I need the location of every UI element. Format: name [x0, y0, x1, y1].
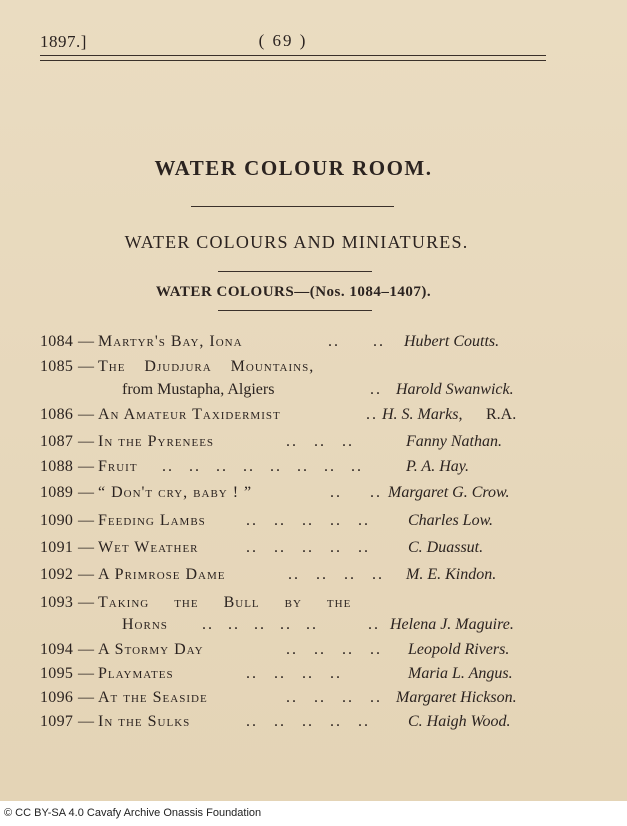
entry-title: The Djudjura Mountains, — [98, 358, 315, 375]
entry-title: A Stormy Day — [98, 641, 204, 658]
entry-artist: Margaret Hickson. — [396, 689, 517, 706]
leader-dots: .. .. .. .. — [246, 665, 342, 682]
catalogue-entry-continued — [40, 381, 560, 403]
divider-rule — [218, 310, 372, 311]
catalogue-entry: 1094 — A Stormy Day .. .. .. .. Leopold Rivers. — [40, 641, 510, 658]
room-subtitle: WATER COLOURS AND MINIATURES. — [124, 232, 469, 252]
entry-number: 1090 — [40, 512, 74, 529]
divider-rule — [191, 206, 394, 207]
entry-number: 1093 — [40, 594, 74, 611]
catalogue-entry: 1090 — Feeding Lambs .. .. .. .. .. Charles Low. — [40, 512, 494, 529]
catalogue-entry: 1097 — In the Sulks .. .. .. .. .. C. Haigh Wood. — [40, 713, 511, 730]
leader-dots: .. .. .. .. .. — [246, 713, 370, 730]
entry-artist: C. Duassut. — [408, 539, 484, 556]
entry-title: A Primrose Dame — [98, 566, 226, 583]
catalogue-entry: 1093 — Taking the Bull by the — [40, 594, 352, 611]
entry-artist: Charles Low. — [408, 512, 494, 529]
leader-dots: .. — [368, 616, 380, 633]
leader-dots: .. .. .. .. .. .. .. .. — [162, 458, 363, 475]
entry-number: 1088 — [40, 458, 74, 475]
entry-title: An Amateur Taxidermist — [98, 406, 281, 423]
entry-number: 1086 — [40, 406, 74, 423]
entry-artist: Maria L. Angus. — [408, 665, 513, 682]
leader-dots: .. .. .. — [286, 689, 354, 706]
page-number: ( 69 ) — [258, 31, 308, 50]
entry-number: 1089 — [40, 484, 74, 501]
entry-title: Taking the Bull by the — [98, 594, 352, 611]
leader-dots: .. — [328, 333, 340, 350]
entry-artist: H. S. Marks, — [382, 406, 463, 423]
entry-title: Playmates — [98, 665, 174, 682]
room-title: WATER COLOUR ROOM. — [154, 156, 433, 180]
leader-dots: .. .. .. .. .. — [246, 539, 370, 556]
catalogue-entry: 1092 — A Primrose Dame .. .. .. .. M. E. Kindon. — [40, 566, 497, 583]
catalogue-entry: 1088 — Fruit .. .. .. .. .. .. .. .. P. A. Hay. — [40, 458, 469, 475]
catalogue-entry: 1084 — Martyr's Bay, Iona .. .. Hubert Coutts. — [40, 333, 500, 350]
entry-artist: Hubert Coutts. — [404, 333, 500, 350]
catalogue-entry: 1089 — “ Don't cry, baby ! ” .. .. Margaret G. Crow. — [40, 484, 510, 501]
catalogue-entry: 1091 — Wet Weather .. .. .. .. .. C. Duassut. — [40, 539, 484, 556]
header-rule — [40, 55, 546, 61]
entry-number: 1084 — [40, 333, 74, 350]
entry-artist: M. E. Kindon. — [406, 566, 497, 583]
entry-artist: Fanny Nathan. — [406, 433, 502, 450]
entry-title: In the Sulks — [98, 713, 191, 730]
entry-artist: Leopold Rivers. — [408, 641, 510, 658]
section-heading: WATER COLOURS—(Nos. 1084–1407). — [155, 284, 432, 300]
entry-number: 1094 — [40, 641, 74, 658]
leader-dots: .. — [330, 484, 342, 501]
entry-artist: Harold Swanwick. — [396, 381, 514, 398]
entry-title: In the Pyrenees — [98, 433, 215, 450]
entry-number: 1092 — [40, 566, 74, 583]
entry-title: Wet Weather — [98, 539, 199, 556]
catalogue-entry: 1085 — The Djudjura Mountains, — [40, 358, 315, 375]
catalogue-entry-continued — [40, 616, 560, 638]
leader-dots: .. — [370, 689, 382, 706]
catalogue-entry: 1086 — An Amateur Taxidermist .. H. S. Marks, R.A. — [40, 406, 517, 423]
entry-title: Martyr's Bay, Iona — [98, 333, 243, 350]
leader-dots: .. — [370, 381, 382, 398]
entry-artist: C. Haigh Wood. — [408, 713, 511, 730]
leader-dots: .. .. .. .. .. — [202, 616, 318, 633]
divider-rule — [218, 271, 372, 272]
leader-dots: .. .. .. — [286, 641, 354, 658]
leader-dots: .. — [370, 641, 382, 658]
artist-distinction: R.A. — [486, 406, 517, 423]
license-footer — [0, 801, 627, 826]
entry-title: At the Seaside — [98, 689, 208, 706]
leader-dots: .. .. .. .. .. — [246, 512, 370, 529]
entry-artist: Helena J. Maguire. — [390, 616, 514, 633]
entry-number: 1096 — [40, 689, 74, 706]
leader-dots: .. — [373, 333, 385, 350]
entry-number: 1097 — [40, 713, 74, 730]
leader-dots: .. .. .. — [286, 433, 354, 450]
header-year: 1897.] — [40, 32, 87, 51]
catalogue-entry: 1087 — In the Pyrenees .. .. .. Fanny Nathan. — [40, 433, 502, 450]
entry-number: 1085 — [40, 358, 74, 375]
catalogue-entry: 1096 — At the Seaside .. .. .. .. Margaret Hickson. — [40, 689, 517, 706]
leader-dots: .. — [366, 406, 378, 423]
license-text: © CC BY-SA 4.0 Cavafy Archive Onassis Foundation — [4, 807, 262, 819]
entry-title: “ Don't cry, baby ! ” — [98, 484, 253, 501]
entry-title-continued: from Mustapha, Algiers — [122, 381, 275, 398]
entry-title-continued: Horns — [122, 616, 168, 633]
entry-title: Fruit — [98, 458, 138, 475]
leader-dots: .. .. .. .. — [288, 566, 384, 583]
entry-artist: Margaret G. Crow. — [388, 484, 510, 501]
entry-number: 1091 — [40, 539, 74, 556]
entry-number: 1095 — [40, 665, 74, 682]
catalogue-entry: 1095 — Playmates .. .. .. .. Maria L. Angus. — [40, 665, 513, 682]
entry-title: Feeding Lambs — [98, 512, 206, 529]
entry-artist: P. A. Hay. — [406, 458, 469, 475]
entry-number: 1087 — [40, 433, 74, 450]
leader-dots: .. — [370, 484, 382, 501]
